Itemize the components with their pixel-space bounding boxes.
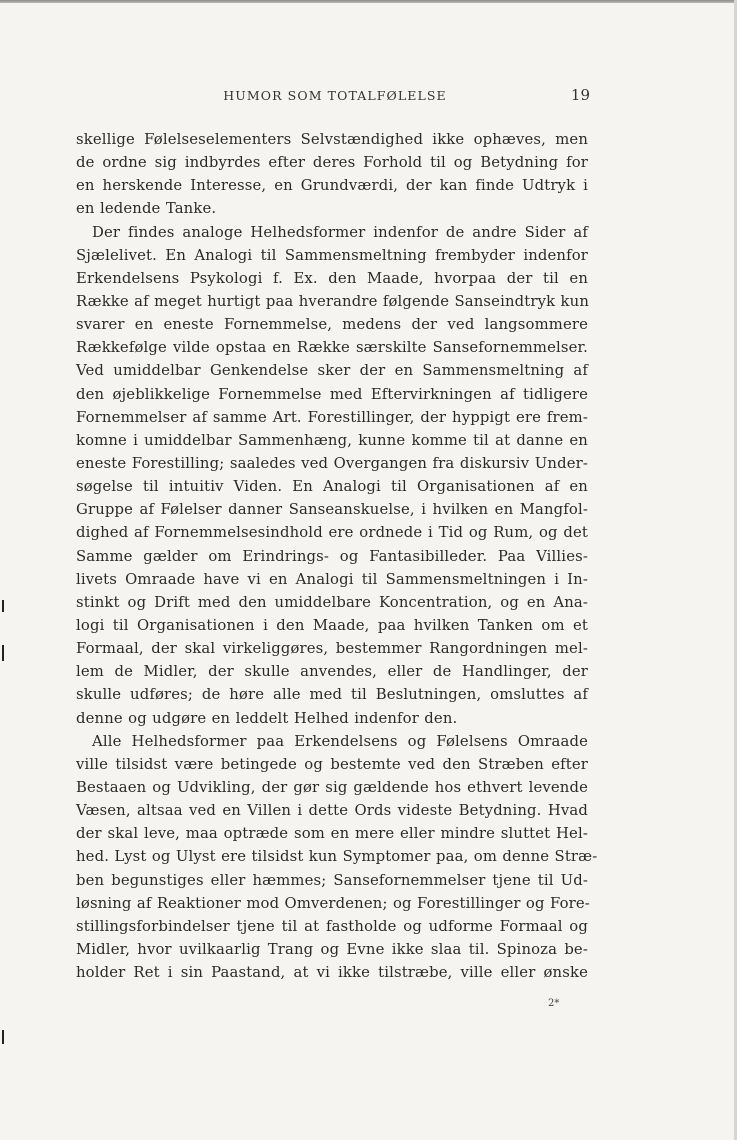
text-line: dighed af Fornemmelsesindhold ere ordnede i Tid og Rum, og det (76, 524, 588, 542)
text-line: lem de Midler, der skulle anvendes, eller de Handlinger, der (76, 663, 588, 681)
text-line: Bestaaen og Udvikling, der gør sig gældende hos ethvert levende (76, 778, 588, 796)
margin-scan-mark (2, 1030, 4, 1044)
text-line: Sjælelivet. En Analogi til Sammensmeltning frembyder indenfor (76, 246, 588, 264)
text-line: Gruppe af Følelser danner Sanseanskuelse, i hvilken en Mangfol- (76, 501, 588, 519)
text-line: hed. Lyst og Ulyst ere tilsidst kun Symptomer paa, om denne Stræ- (76, 848, 598, 866)
text-line: en ledende Tanke. (76, 200, 217, 218)
text-line: ben begunstiges eller hæmmes; Sansefornemmelser tjene til Ud- (76, 871, 588, 889)
text-line: denne og udgøre en leddelt Helhed indenfor den. (76, 709, 458, 727)
text-line: komne i umiddelbar Sammenhæng, kunne komme til at danne en (76, 431, 588, 449)
text-line: Der findes analoge Helhedsformer indenfor de andre Sider af (92, 223, 588, 241)
text-line: Erkendelsens Psykologi f. Ex. den Maade, hvorpaa der til en (76, 269, 588, 287)
text-line: en herskende Interesse, en Grundværdi, der kan finde Udtryk i (76, 177, 588, 195)
margin-scan-mark (2, 645, 4, 661)
running-title: HUMOR SOM TOTALFØLELSE (223, 88, 447, 103)
text-line: Alle Helhedsformer paa Erkendelsens og Følelsens Omraade (92, 732, 588, 750)
text-line: logi til Organisationen i den Maade, paa hvilken Tanken om et (76, 616, 588, 634)
text-line: der skal leve, maa optræde som en mere eller mindre sluttet Hel- (76, 825, 588, 843)
running-header (0, 86, 737, 108)
page-top-edge (0, 0, 737, 3)
text-line: livets Omraade have vi en Analogi til Sammensmeltningen i In- (76, 570, 588, 588)
text-line: Midler, hvor uvilkaarlig Trang og Evne ikke slaa til. Spinoza be- (76, 940, 588, 958)
text-line: Fornemmelser af samme Art. Forestillinger, der hyppigt ere frem- (76, 408, 588, 426)
text-line: stinkt og Drift med den umiddelbare Koncentration, og en Ana- (76, 593, 588, 611)
margin-scan-mark (2, 600, 4, 612)
signature-mark: 2* (548, 998, 560, 1009)
page-number: 19 (570, 86, 590, 104)
text-line: den øjeblikkelige Fornemmelse med Eftervirkningen af tidligere (76, 385, 588, 403)
text-line: ville tilsidst være betingede og bestemte ved den Stræben efter (76, 755, 588, 773)
text-line: Formaal, der skal virkeliggøres, bestemmer Rangordningen mel- (76, 640, 588, 658)
text-line: holder Ret i sin Paastand, at vi ikke tilstræbe, ville eller ønske (76, 964, 588, 982)
text-line: stillingsforbindelser tjene til at fastholde og udforme Formaal og (76, 917, 588, 935)
text-line: Samme gælder om Erindrings- og Fantasibilleder. Paa Villies- (76, 547, 588, 565)
text-line: Rækkefølge vilde opstaa en Række særskilte Sansefornemmelser. (76, 339, 588, 357)
body-text (76, 128, 598, 984)
text-line: løsning af Reaktioner mod Omverdenen; og Forestillinger og Fore- (76, 894, 590, 912)
text-line: svarer en eneste Fornemmelse, medens der ved langsommere (76, 316, 588, 334)
text-line: de ordne sig indbyrdes efter deres Forhold til og Betydning for (76, 154, 588, 172)
text-line: skulle udføres; de høre alle med til Beslutningen, omsluttes af (76, 686, 588, 704)
text-line: eneste Forestilling; saaledes ved Overgangen fra diskursiv Under- (76, 454, 588, 472)
text-line: Væsen, altsaa ved en Villen i dette Ords videste Betydning. Hvad (76, 802, 588, 820)
text-line: skellige Følelseselementers Selvstændighed ikke ophæves, men (76, 131, 588, 148)
text-line: Ved umiddelbar Genkendelse sker der en Sammensmeltning af (76, 362, 588, 380)
text-line: søgelse til intuitiv Viden. En Analogi til Organisationen af en (76, 478, 588, 496)
text-line: Række af meget hurtigt paa hverandre følgende Sanseindtryk kun (76, 292, 590, 310)
